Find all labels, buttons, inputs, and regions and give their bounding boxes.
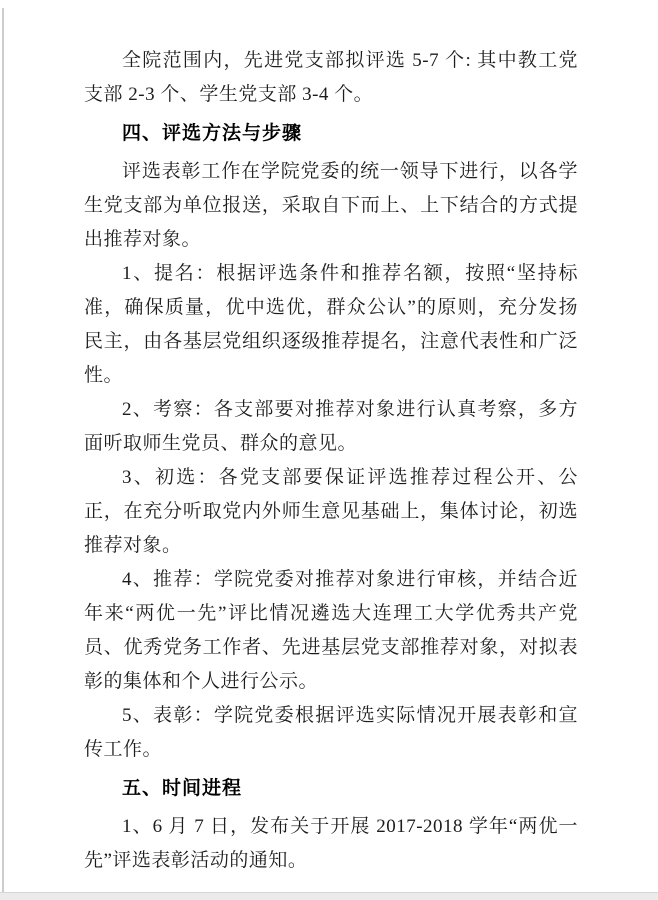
- section-heading-methods: 四、评选方法与步骤: [122, 123, 303, 144]
- paragraph-timeline-notice: 1、6 月 7 日，发布关于开展 2017-2018 学年“两优一先”评选表彰活动的通知。: [84, 816, 578, 871]
- paragraph-quota: 全院范围内，先进党支部拟评选 5-7 个: 其中教工党支部 2-3 个、学生党支部 3-4 个。: [84, 50, 578, 105]
- paragraph-step-nomination: 1、提名：根据评选条件和推荐名额，按照“坚持标准，确保质量，优中选优，群众公认”的原则，充分发扬民主，由各基层党组织逐级推荐提名，注意代表性和广泛性。: [84, 263, 578, 386]
- paragraph-overview: 评选表彰工作在学院党委的统一领导下进行，以各学生党支部为单位报送，采取自下而上、上下结合的方式提出推荐对象。: [84, 161, 578, 250]
- paragraph-step-recommend: 4、推荐：学院党委对推荐对象进行审核，并结合近年来“两优一先”评比情况遴选大连理工大学优秀共产党员、优秀党务工作者、先进基层党支部推荐对象，对拟表彰的集体和个人进行公示。: [84, 569, 578, 692]
- page-left-border: [2, 8, 4, 892]
- section-heading-timeline: 五、时间进程: [122, 778, 243, 799]
- paragraph-step-commend: 5、表彰：学院党委根据评选实际情况开展表彰和宣传工作。: [84, 705, 578, 760]
- paragraph-step-preselect: 3、初选：各党支部要保证评选推荐过程公开、公正，在充分听取党内外师生意见基础上，集体讨论，初选推荐对象。: [84, 467, 578, 556]
- document-content: [84, 44, 578, 878]
- paragraph-step-inspection: 2、考察：各支部要对推荐对象进行认真考察，多方面听取师生党员、群众的意见。: [84, 399, 578, 454]
- page-bottom-gap: [0, 892, 658, 900]
